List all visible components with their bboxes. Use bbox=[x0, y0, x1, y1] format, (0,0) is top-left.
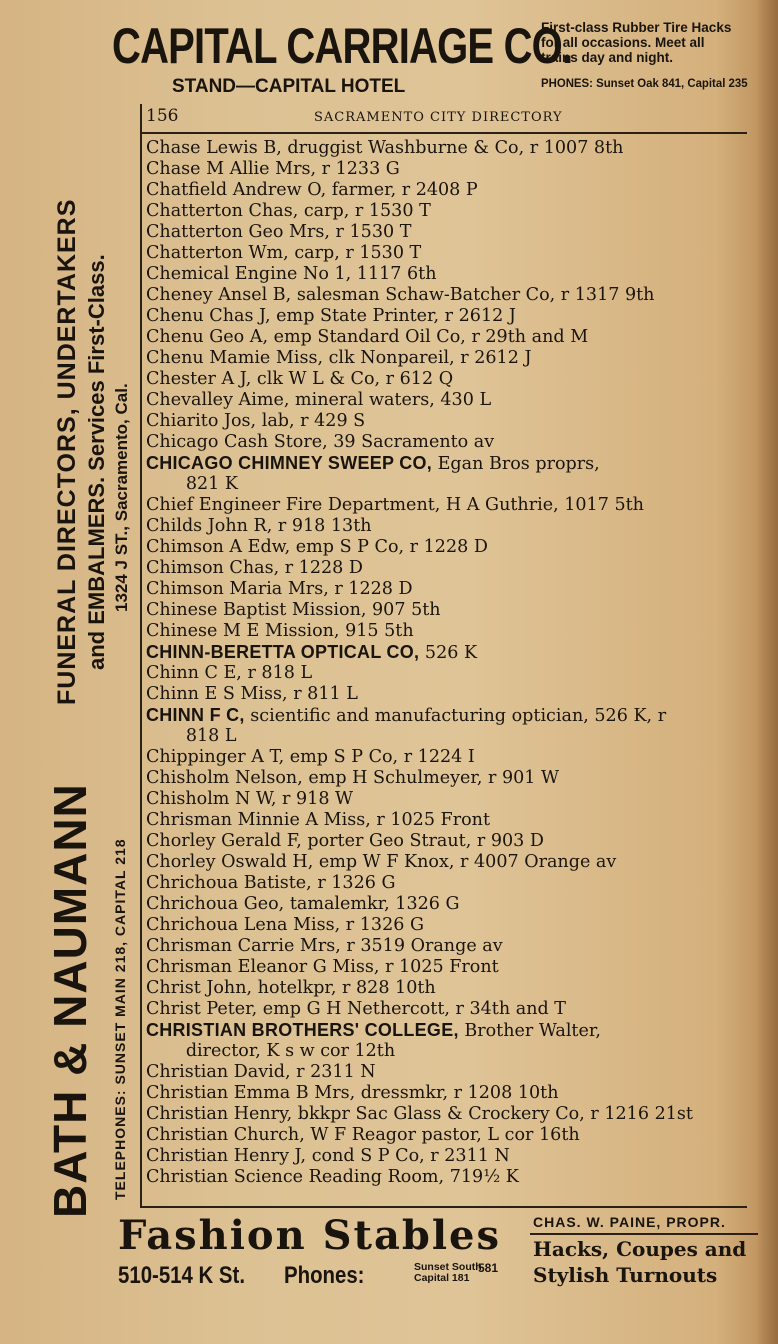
bottom-ad-owner-rule bbox=[530, 1233, 758, 1235]
entry-text: Chenu Chas J, emp State Printer, r 2612 J bbox=[146, 306, 516, 326]
page-number: 156 bbox=[146, 106, 179, 126]
side-ad-line3: 1324 J ST., Sacramento, Cal. bbox=[112, 383, 131, 612]
entry-business-name: CHINN F C, bbox=[146, 705, 245, 725]
directory-entry bbox=[146, 516, 744, 537]
bottom-ad-phone-sunset: Sunset South bbox=[414, 1261, 482, 1273]
entry-text: Chatfield Andrew O, farmer, r 2408 P bbox=[146, 180, 478, 200]
entry-text: Chrichoua Lena Miss, r 1326 G bbox=[146, 915, 425, 935]
entry-text: 526 K bbox=[419, 643, 478, 663]
footer-rule bbox=[140, 1206, 747, 1208]
bottom-ad-phone-sunset-number: 581 bbox=[478, 1261, 499, 1275]
ad-tagline-2: for all occasions. Meet all bbox=[541, 35, 705, 50]
bottom-ad-phone-capital: Capital 181 bbox=[414, 1272, 470, 1284]
directory-entry bbox=[146, 264, 744, 285]
entry-text: Chorley Oswald H, emp W F Knox, r 4007 Orange av bbox=[146, 852, 617, 872]
directory-entry bbox=[146, 852, 744, 873]
directory-entry bbox=[146, 747, 744, 768]
directory-entry-business bbox=[146, 705, 744, 726]
frame-left-rule bbox=[140, 104, 142, 1208]
directory-entry bbox=[146, 978, 744, 999]
entry-text: 818 L bbox=[185, 726, 237, 746]
entry-text: Chenu Mamie Miss, clk Nonpareil, r 2612 J bbox=[146, 348, 532, 368]
entry-text: Chisholm Nelson, emp H Schulmeyer, r 901 W bbox=[146, 768, 560, 788]
directory-entry bbox=[146, 1104, 744, 1125]
side-ad-line1: FUNERAL DIRECTORS, UNDERTAKERS bbox=[53, 198, 81, 705]
entry-text: Chinese M E Mission, 915 5th bbox=[146, 621, 414, 641]
entry-text: Chinn C E, r 818 L bbox=[146, 663, 313, 683]
directory-entry bbox=[146, 159, 744, 180]
entry-business-name: CHICAGO CHIMNEY SWEEP CO, bbox=[146, 453, 433, 473]
entry-text: Chatterton Geo Mrs, r 1530 T bbox=[146, 222, 412, 242]
directory-entry bbox=[146, 138, 744, 159]
entry-text: Chief Engineer Fire Department, H A Guthrie, 1017 5th bbox=[146, 495, 644, 515]
directory-entry bbox=[146, 726, 744, 747]
ad-stand: STAND—CAPITAL HOTEL bbox=[172, 76, 406, 97]
directory-entry bbox=[146, 957, 744, 978]
directory-entry bbox=[146, 306, 744, 327]
ad-company-name: CAPITAL CARRIAGE CO. bbox=[112, 18, 573, 74]
directory-entry-business bbox=[146, 642, 744, 663]
entry-text: Chase M Allie Mrs, r 1233 G bbox=[146, 159, 400, 179]
header-rule bbox=[140, 132, 747, 134]
ad-tagline bbox=[541, 20, 771, 65]
entry-text: Christian Emma B Mrs, dressmkr, r 1208 10th bbox=[146, 1083, 559, 1103]
entry-text: 821 K bbox=[185, 474, 238, 494]
entry-text: Christian Church, W F Reagor pastor, L cor 16th bbox=[146, 1125, 580, 1145]
entry-text: Childs John R, r 918 13th bbox=[146, 516, 372, 536]
capital-carriage-ad bbox=[0, 0, 778, 104]
entry-text: Christian Henry, bkkpr Sac Glass & Crockery Co, r 1216 21st bbox=[146, 1104, 693, 1124]
directory-entry bbox=[146, 579, 744, 600]
directory-entry-business bbox=[146, 1020, 744, 1041]
entry-text: Cheney Ansel B, salesman Schaw-Batcher Co, r 1317 9th bbox=[146, 285, 655, 305]
directory-entry bbox=[146, 243, 744, 264]
ad-tagline-3: trains day and night. bbox=[541, 50, 674, 65]
directory-entry bbox=[146, 684, 744, 705]
directory-entry bbox=[146, 201, 744, 222]
entry-business-name: CHRISTIAN BROTHERS' COLLEGE, bbox=[146, 1020, 459, 1040]
entry-text: Chrichoua Batiste, r 1326 G bbox=[146, 873, 396, 893]
bottom-ad-address: 510-514 K St. bbox=[118, 1262, 246, 1289]
side-ad-telephones: TELEPHONES: SUNSET MAIN 218, CAPITAL 218 bbox=[112, 838, 128, 1200]
directory-entry bbox=[146, 222, 744, 243]
page-edge-shadow bbox=[756, 0, 778, 1344]
directory-entry-business bbox=[146, 453, 744, 474]
entry-text: Chevalley Aime, mineral waters, 430 L bbox=[146, 390, 492, 410]
directory-entry bbox=[146, 327, 744, 348]
entry-text: Chorley Gerald F, porter Geo Straut, r 903 D bbox=[146, 831, 544, 851]
entry-text: Chisholm N W, r 918 W bbox=[146, 789, 354, 809]
directory-entry bbox=[146, 285, 744, 306]
directory-entry bbox=[146, 621, 744, 642]
entry-text: Chenu Geo A, emp Standard Oil Co, r 29th and M bbox=[146, 327, 589, 347]
entry-text: Chrisman Eleanor G Miss, r 1025 Front bbox=[146, 957, 499, 977]
bottom-ad-phones-label: Phones: bbox=[284, 1262, 365, 1289]
directory-entry bbox=[146, 663, 744, 684]
entry-text: Chippinger A T, emp S P Co, r 1224 I bbox=[146, 747, 475, 767]
ad-tagline-1: First-class Rubber Tire Hacks bbox=[541, 20, 732, 35]
directory-entry bbox=[146, 558, 744, 579]
directory-entry bbox=[146, 1083, 744, 1104]
entry-text: Chester A J, clk W L & Co, r 612 Q bbox=[146, 369, 454, 389]
entry-text: Chinese Baptist Mission, 907 5th bbox=[146, 600, 441, 620]
directory-entry bbox=[146, 873, 744, 894]
directory-entry bbox=[146, 768, 744, 789]
entry-text: Chicago Cash Store, 39 Sacramento av bbox=[146, 432, 495, 452]
entry-text: Chimson Chas, r 1228 D bbox=[146, 558, 363, 578]
directory-entry bbox=[146, 180, 744, 201]
entry-text: Christ John, hotelkpr, r 828 10th bbox=[146, 978, 436, 998]
entry-text: Brother Walter, bbox=[458, 1021, 601, 1041]
directory-entry bbox=[146, 348, 744, 369]
entry-text: Chatterton Wm, carp, r 1530 T bbox=[146, 243, 422, 263]
directory-entry bbox=[146, 1125, 744, 1146]
running-header: SACRAMENTO CITY DIRECTORY bbox=[314, 110, 563, 125]
directory-entry bbox=[146, 1062, 744, 1083]
directory-entry bbox=[146, 537, 744, 558]
directory-entry bbox=[146, 894, 744, 915]
entry-text: Christian Henry J, cond S P Co, r 2311 N bbox=[146, 1146, 510, 1166]
directory-entry bbox=[146, 915, 744, 936]
directory-entry bbox=[146, 432, 744, 453]
bottom-ad-phone-lines bbox=[414, 1262, 482, 1284]
directory-entry bbox=[146, 936, 744, 957]
bottom-ad-owner: CHAS. W. PAINE, PROPR. bbox=[533, 1214, 726, 1230]
entry-text: Chrisman Minnie A Miss, r 1025 Front bbox=[146, 810, 491, 830]
entry-text: Chemical Engine No 1, 1117 6th bbox=[146, 264, 437, 284]
ad-phones: PHONES: Sunset Oak 841, Capital 235 bbox=[541, 76, 748, 90]
directory-entry bbox=[146, 390, 744, 411]
entry-text: Chimson A Edw, emp S P Co, r 1228 D bbox=[146, 537, 488, 557]
directory-entry bbox=[146, 474, 744, 495]
directory-entry bbox=[146, 810, 744, 831]
entry-business-name: CHINN-BERETTA OPTICAL CO, bbox=[146, 642, 420, 662]
entry-text: Christian Science Reading Room, 719½ K bbox=[146, 1167, 519, 1187]
entry-text: Chrichoua Geo, tamalemkr, 1326 G bbox=[146, 894, 460, 914]
directory-entry bbox=[146, 999, 744, 1020]
entry-text: scientific and manufacturing optician, 526 K, r bbox=[244, 706, 667, 726]
directory-entry bbox=[146, 831, 744, 852]
bottom-ad-services-1: Hacks, Coupes and bbox=[533, 1237, 747, 1261]
side-ad-name: BATH & NAUMANN bbox=[44, 783, 96, 1218]
directory-entry bbox=[146, 600, 744, 621]
entry-text: Chimson Maria Mrs, r 1228 D bbox=[146, 579, 413, 599]
entry-text: director, K s w cor 12th bbox=[185, 1041, 396, 1061]
directory-entry bbox=[146, 1146, 744, 1167]
entry-text: Chrisman Carrie Mrs, r 3519 Orange av bbox=[146, 936, 503, 956]
entry-text: Egan Bros proprs, bbox=[432, 454, 600, 474]
directory-listing bbox=[146, 138, 746, 1188]
entry-text: Christian David, r 2311 N bbox=[146, 1062, 376, 1082]
bottom-ad-services-2: Stylish Turnouts bbox=[533, 1263, 718, 1287]
directory-entry bbox=[146, 1167, 744, 1188]
directory-entry bbox=[146, 1041, 744, 1062]
entry-text: Chase Lewis B, druggist Washburne & Co, r 1007 8th bbox=[146, 138, 624, 158]
directory-entry bbox=[146, 495, 744, 516]
entry-text: Chiarito Jos, lab, r 429 S bbox=[146, 411, 366, 431]
directory-entry bbox=[146, 369, 744, 390]
directory-entry bbox=[146, 789, 744, 810]
entry-text: Chinn E S Miss, r 811 L bbox=[146, 684, 358, 704]
entry-text: Chatterton Chas, carp, r 1530 T bbox=[146, 201, 431, 221]
bottom-ad-title: Fashion Stables bbox=[118, 1212, 502, 1259]
entry-text: Christ Peter, emp G H Nethercott, r 34th and T bbox=[146, 999, 567, 1019]
side-ad-line2: and EMBALMERS. Services First-Class. bbox=[84, 254, 109, 670]
directory-entry bbox=[146, 411, 744, 432]
